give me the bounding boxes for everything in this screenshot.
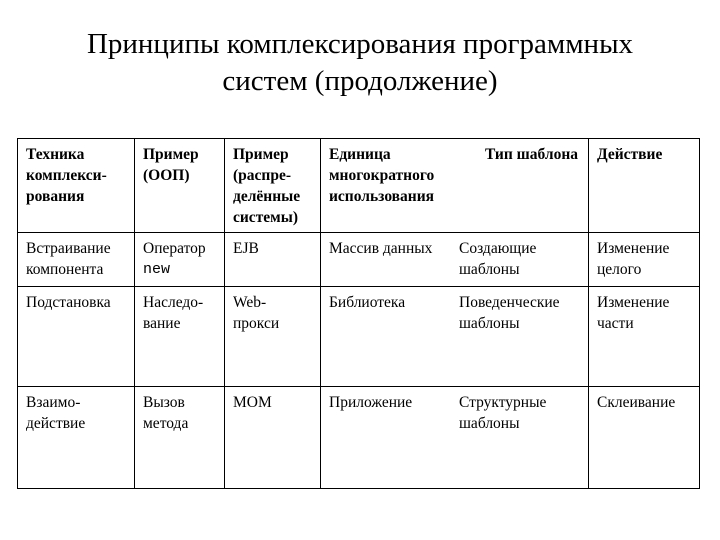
cell-technique [18, 233, 135, 287]
cell-line: Склеивание [597, 394, 676, 411]
slide-title [0, 26, 720, 100]
header-reuse-unit [329, 144, 434, 207]
cell-technique [18, 287, 135, 387]
cell-line: шаблоны [459, 315, 520, 332]
slide-title-line-2: систем (продолжение) [222, 65, 498, 97]
cell-reuse-unit: Приложение [329, 394, 413, 411]
header-line: комплекси- [26, 167, 107, 184]
header-line: Единица [329, 146, 391, 163]
cell-action [589, 287, 700, 387]
cell-reuse-unit: Массив данных [329, 240, 433, 257]
header-line: Техника [26, 146, 85, 163]
header-distributed-example [225, 139, 321, 233]
header-line: системы) [233, 209, 299, 226]
cell-reuse-unit-and-pattern-type [321, 387, 589, 489]
cell-line: Структурные [459, 394, 547, 411]
table-row [18, 387, 700, 489]
header-line: Действие [597, 146, 663, 163]
cell-line: Наследо- [143, 294, 204, 311]
header-line: многократного [329, 167, 435, 184]
header-line: делённые [233, 188, 301, 205]
cell-pattern-type [459, 292, 584, 334]
header-line: Пример [233, 146, 289, 163]
cell-line: вание [143, 315, 181, 332]
cell-pattern-type [459, 238, 584, 280]
cell-line: компонента [26, 261, 104, 278]
code-keyword: new [143, 261, 171, 278]
cell-pattern-type [459, 392, 584, 434]
cell-reuse-unit-and-pattern-type [321, 233, 589, 287]
cell-line: Изменение [597, 294, 670, 311]
header-action [589, 139, 700, 233]
header-line: (распре- [233, 167, 292, 184]
header-line: использования [329, 188, 435, 205]
cell-reuse-unit-and-pattern-type [321, 287, 589, 387]
cell-line: метода [143, 415, 189, 432]
cell-line: Поведенческие [459, 294, 560, 311]
cell-action [589, 387, 700, 489]
header-technique [18, 139, 135, 233]
table-row [18, 287, 700, 387]
cell-distributed-example [225, 233, 321, 287]
cell-oop-example [135, 233, 225, 287]
cell-line: MOM [233, 394, 272, 411]
cell-line: действие [26, 415, 86, 432]
header-pattern-type: Тип шаблона [484, 146, 578, 163]
cell-line: Взаимо- [26, 394, 81, 411]
cell-line: Web- [233, 294, 267, 311]
cell-line: шаблоны [459, 261, 520, 278]
table-header-row [18, 139, 700, 233]
cell-distributed-example [225, 387, 321, 489]
cell-oop-example [135, 287, 225, 387]
cell-line: Изменение [597, 240, 670, 257]
cell-line: Вызов [143, 394, 185, 411]
cell-reuse-unit: Библиотека [329, 294, 406, 311]
principles-table [17, 138, 700, 489]
cell-line: EJB [233, 240, 259, 257]
header-reuse-unit-and-pattern-type [321, 139, 589, 233]
header-line: рования [26, 188, 85, 205]
slide-title-line-1: Принципы комплексирования программных [86, 28, 634, 60]
cell-technique [18, 387, 135, 489]
cell-line: Подстановка [26, 294, 111, 311]
header-oop-example [135, 139, 225, 233]
cell-line: шаблоны [459, 415, 520, 432]
header-line: Пример [143, 146, 199, 163]
cell-line: части [597, 315, 634, 332]
cell-line: Встраивание [26, 240, 111, 257]
header-line: (ООП) [143, 167, 190, 184]
cell-line: прокси [233, 315, 280, 332]
cell-line: целого [597, 261, 642, 278]
cell-distributed-example [225, 287, 321, 387]
cell-line: Оператор [143, 240, 206, 257]
cell-line: Создающие [459, 240, 537, 257]
cell-oop-example [135, 387, 225, 489]
table-row [18, 233, 700, 287]
cell-action [589, 233, 700, 287]
